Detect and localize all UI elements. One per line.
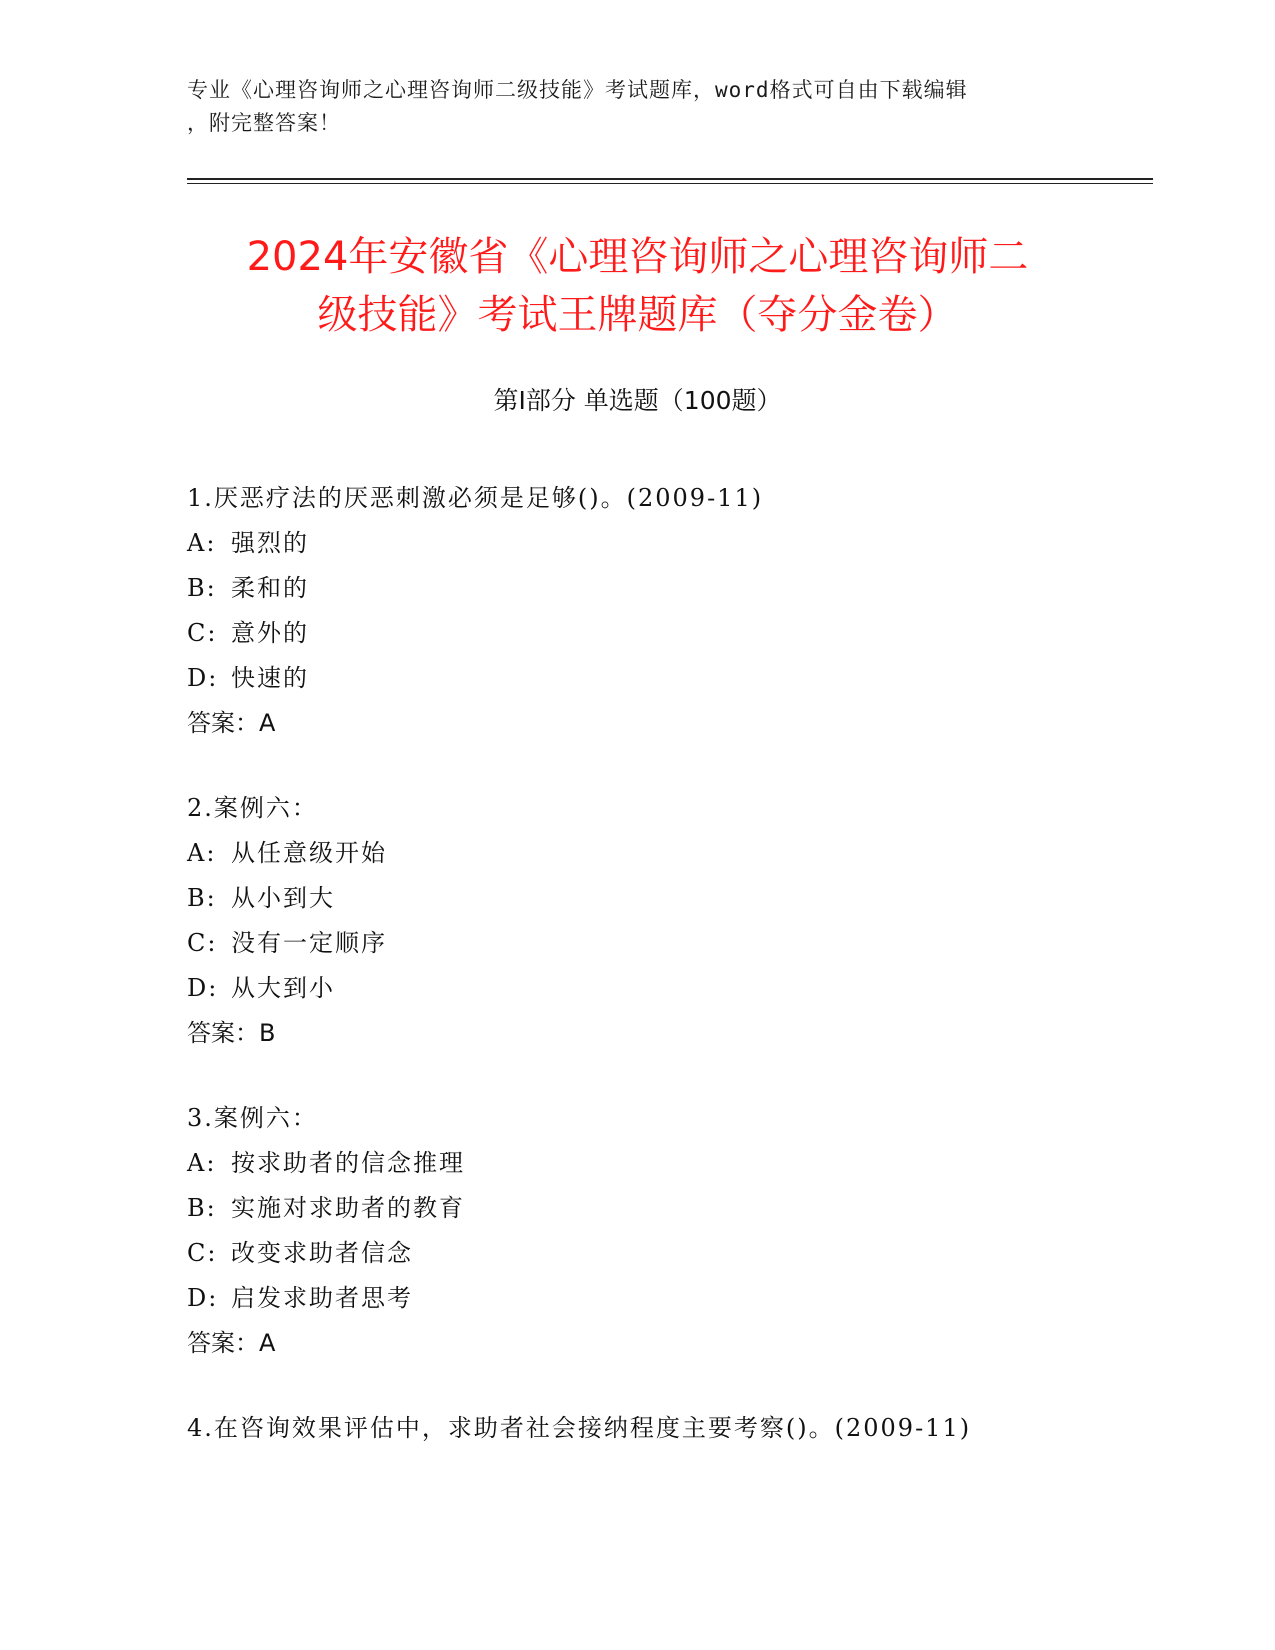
option-d (187, 656, 1187, 701)
header-divider-thin (187, 183, 1153, 184)
option-text: 启发求助者思考 (231, 1284, 413, 1312)
option-c (187, 1231, 1187, 1276)
option-text: 意外的 (231, 619, 309, 647)
option-a (187, 521, 1187, 566)
option-key: D: (187, 974, 219, 1002)
option-text: 柔和的 (231, 574, 309, 602)
question-item (187, 786, 1187, 1056)
option-d (187, 1276, 1187, 1321)
question-stem: 1.厌恶疗法的厌恶刺激必须是足够()。(2009-11) (187, 484, 764, 512)
header-note (187, 74, 1087, 140)
option-text: 强烈的 (231, 529, 309, 557)
answer-label: 答案：A (187, 1329, 276, 1357)
header-note-line-1: 专业《心理咨询师之心理咨询师二级技能》考试题库，word格式可自由下载编辑 (187, 78, 968, 102)
option-text: 实施对求助者的教育 (231, 1194, 465, 1222)
option-key: B: (187, 884, 217, 912)
option-text: 改变求助者信念 (231, 1239, 413, 1267)
option-text: 快速的 (231, 664, 309, 692)
option-key: C: (187, 619, 218, 647)
option-a (187, 831, 1187, 876)
option-b (187, 1186, 1187, 1231)
option-text: 从任意级开始 (231, 839, 387, 867)
question-stem: 2.案例六： (187, 794, 318, 822)
option-key: C: (187, 1239, 218, 1267)
option-b (187, 876, 1187, 921)
question-stem: 4.在咨询效果评估中，求助者社会接纳程度主要考察()。(2009-11) (187, 1414, 972, 1442)
option-key: D: (187, 664, 219, 692)
document-title-line-1: 2024年安徽省《心理咨询师之心理咨询师二 (246, 234, 1029, 280)
document-title-line-2: 级技能》考试王牌题库（夺分金卷） (317, 292, 958, 338)
option-key: B: (187, 1194, 217, 1222)
header-divider-thick (187, 178, 1153, 180)
option-text: 没有一定顺序 (231, 929, 387, 957)
option-text: 从大到小 (231, 974, 335, 1002)
document-title (150, 228, 1125, 344)
question-item (187, 1096, 1187, 1366)
option-b (187, 566, 1187, 611)
section-title: 第Ⅰ部分 单选题（100题） (493, 386, 782, 415)
answer-label: 答案：A (187, 709, 276, 737)
option-a (187, 1141, 1187, 1186)
option-c (187, 921, 1187, 966)
question-item (187, 1406, 1187, 1451)
option-c (187, 611, 1187, 656)
option-key: A: (187, 1149, 217, 1177)
question-item (187, 476, 1187, 746)
option-key: A: (187, 529, 217, 557)
option-key: D: (187, 1284, 219, 1312)
answer-label: 答案：B (187, 1019, 276, 1047)
option-key: B: (187, 574, 217, 602)
option-key: C: (187, 929, 218, 957)
header-note-line-2: ，附完整答案！ (187, 111, 341, 135)
option-key: A: (187, 839, 217, 867)
option-text: 按求助者的信念推理 (231, 1149, 465, 1177)
question-stem: 3.案例六： (187, 1104, 318, 1132)
question-list (187, 476, 1187, 1491)
option-d (187, 966, 1187, 1011)
option-text: 从小到大 (231, 884, 335, 912)
